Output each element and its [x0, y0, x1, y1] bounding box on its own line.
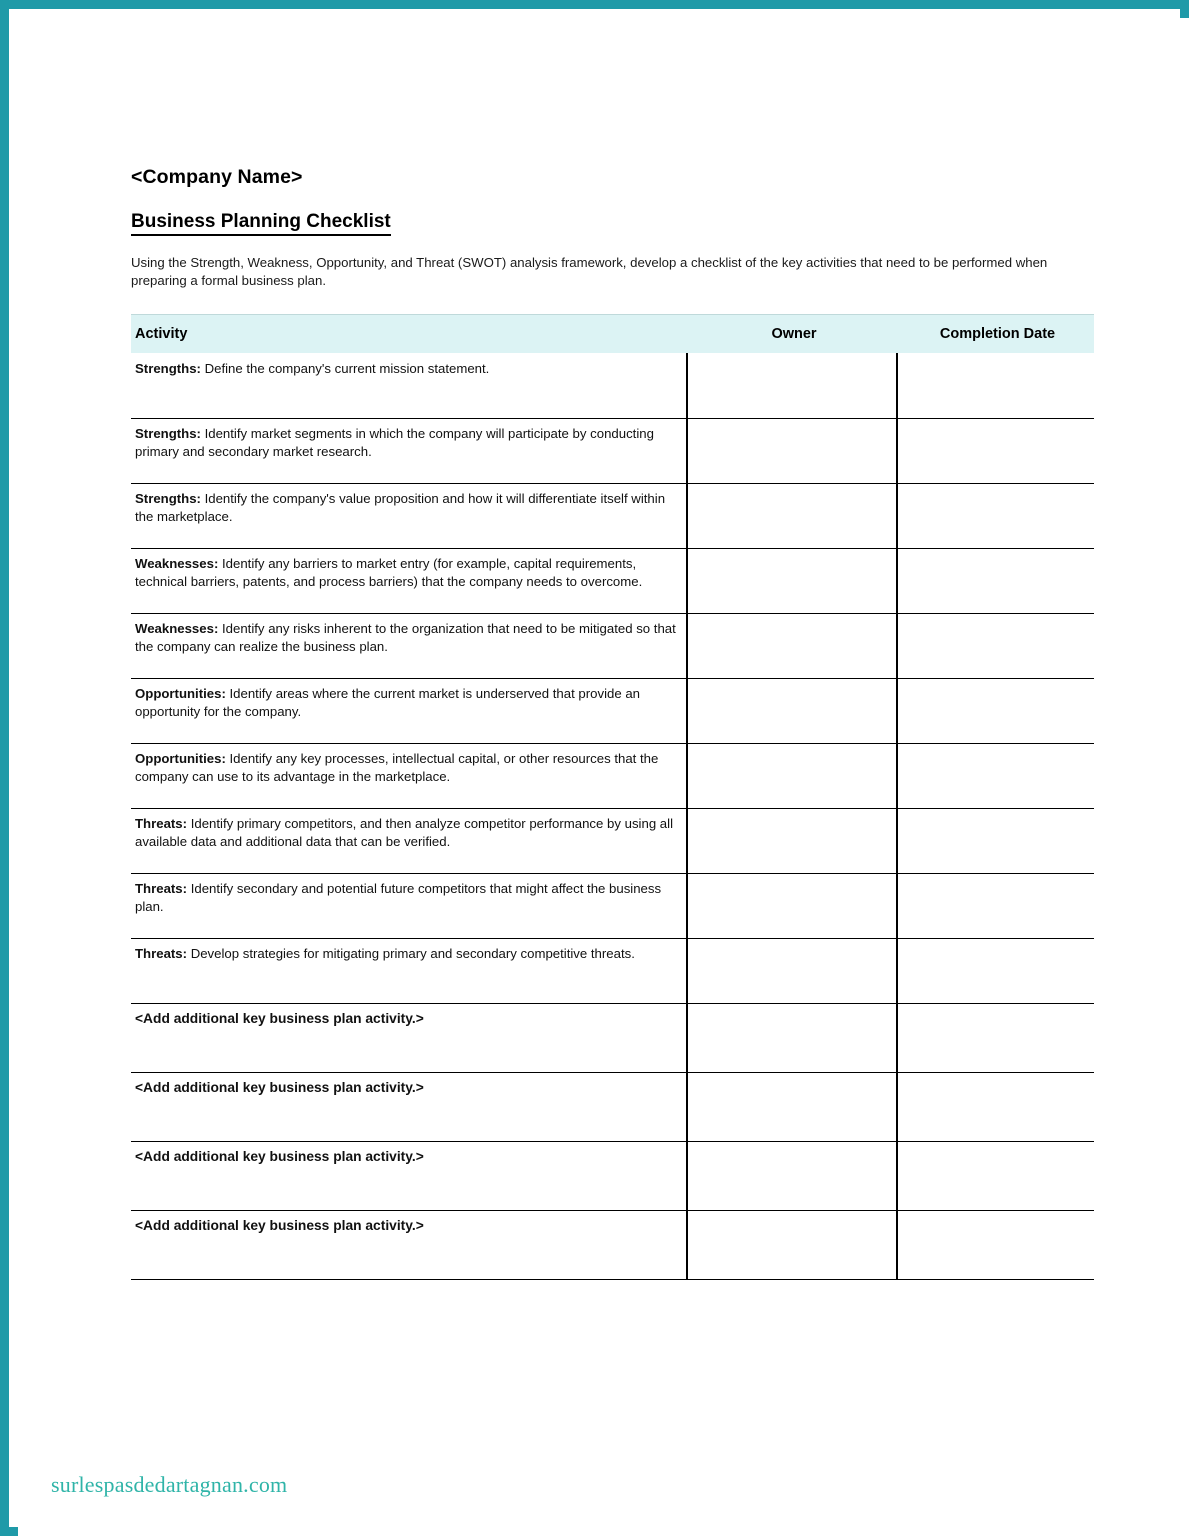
activity-text: Identify any key processes, intellectual capital, or other resources that the company can use to its advantage in the marketplace. — [135, 751, 659, 785]
activity-text: Identify any risks inherent to the organization that need to be mitigated so that the company can realize the business plan. — [135, 621, 676, 655]
activity-text: Identify market segments in which the company will participate by conducting primary and secondary market research. — [135, 426, 654, 460]
cell-activity — [131, 484, 687, 549]
table-row — [131, 939, 1094, 1004]
activity-label: Threats: — [135, 881, 188, 897]
cell-completion-date[interactable] — [897, 679, 1094, 744]
cell-completion-date[interactable] — [897, 419, 1094, 484]
company-name: <Company Name> — [131, 166, 303, 188]
cell-completion-date[interactable] — [897, 549, 1094, 614]
table-row — [131, 484, 1094, 549]
cell-completion-date[interactable] — [897, 354, 1094, 419]
cell-owner[interactable] — [687, 484, 897, 549]
cell-owner[interactable] — [687, 809, 897, 874]
watermark: surlespasdedartagnan.com — [51, 1472, 288, 1497]
activity-label: Strengths: — [135, 426, 201, 442]
table-row — [131, 1211, 1094, 1280]
cell-owner[interactable] — [687, 939, 897, 1004]
cell-owner[interactable] — [687, 549, 897, 614]
cell-completion-date[interactable] — [897, 484, 1094, 549]
activity-label: <Add additional key business plan activity.> — [135, 1011, 424, 1027]
cell-completion-date[interactable] — [897, 1004, 1094, 1073]
activity-label: <Add additional key business plan activity.> — [135, 1218, 424, 1234]
activity-label: Strengths: — [135, 491, 201, 507]
cell-owner[interactable] — [687, 1073, 897, 1142]
table-body — [131, 354, 1094, 1280]
cell-owner[interactable] — [687, 744, 897, 809]
column-header-activity: Activity — [131, 315, 687, 354]
cell-activity — [131, 354, 687, 419]
cell-owner[interactable] — [687, 419, 897, 484]
activity-label: Opportunities: — [135, 751, 226, 767]
table-row — [131, 1073, 1094, 1142]
cell-owner[interactable] — [687, 874, 897, 939]
activity-label: <Add additional key business plan activity.> — [135, 1080, 424, 1096]
cell-activity — [131, 874, 687, 939]
table-row — [131, 679, 1094, 744]
cell-activity — [131, 1211, 687, 1280]
cell-completion-date[interactable] — [897, 1073, 1094, 1142]
activity-label: Weaknesses: — [135, 621, 219, 637]
table-row — [131, 1004, 1094, 1073]
table-row — [131, 1142, 1094, 1211]
activity-label: Threats: — [135, 946, 188, 962]
table-row — [131, 744, 1094, 809]
cell-completion-date[interactable] — [897, 874, 1094, 939]
activity-label: Threats: — [135, 816, 188, 832]
cell-completion-date[interactable] — [897, 744, 1094, 809]
cell-owner[interactable] — [687, 1211, 897, 1280]
table-row — [131, 419, 1094, 484]
activity-label: <Add additional key business plan activity.> — [135, 1149, 424, 1165]
cell-activity — [131, 809, 687, 874]
document-page — [18, 18, 1189, 1536]
table-header-row — [131, 315, 1094, 354]
table-row — [131, 809, 1094, 874]
activity-text: Identify secondary and potential future competitors that might affect the business plan. — [135, 881, 662, 915]
cell-activity — [131, 549, 687, 614]
cell-owner[interactable] — [687, 354, 897, 419]
table-row — [131, 549, 1094, 614]
activity-text: Identify primary competitors, and then analyze competitor performance by using all available data and additional data that can be verified. — [135, 816, 674, 850]
activity-text: Identify areas where the current market is underserved that provide an opportunity for the company. — [135, 686, 641, 720]
cell-activity — [131, 939, 687, 1004]
table-row — [131, 354, 1094, 419]
activity-text: Identify any barriers to market entry (for example, capital requirements, technical barriers, patents, and process barriers) that the company needs to overcome. — [135, 556, 643, 590]
activity-text: Identify the company's value proposition and how it will differentiate itself within the marketplace. — [135, 491, 666, 525]
activity-text: Develop strategies for mitigating primary and secondary competitive threats. — [187, 946, 635, 962]
intro-paragraph: Using the Strength, Weakness, Opportunity, and Threat (SWOT) analysis framework, develop a checklist of the key activities that need to be performed when preparing a formal business plan. — [131, 255, 1048, 289]
cell-completion-date[interactable] — [897, 1142, 1094, 1211]
cell-completion-date[interactable] — [897, 809, 1094, 874]
cell-activity — [131, 679, 687, 744]
cell-completion-date[interactable] — [897, 614, 1094, 679]
cell-owner[interactable] — [687, 1004, 897, 1073]
cell-activity — [131, 1142, 687, 1211]
cell-activity — [131, 614, 687, 679]
table-row — [131, 614, 1094, 679]
cell-owner[interactable] — [687, 679, 897, 744]
cell-owner[interactable] — [687, 1142, 897, 1211]
activity-label: Strengths: — [135, 361, 201, 377]
column-header-completion-date: Completion Date — [897, 315, 1094, 354]
document-body — [131, 166, 1094, 1280]
cell-owner[interactable] — [687, 614, 897, 679]
activity-label: Opportunities: — [135, 686, 226, 702]
activity-text: Define the company's current mission statement. — [200, 361, 490, 377]
cell-completion-date[interactable] — [897, 939, 1094, 1004]
activity-label: Weaknesses: — [135, 556, 219, 572]
page-title: Business Planning Checklist — [131, 211, 391, 236]
cell-activity — [131, 419, 687, 484]
table-row — [131, 874, 1094, 939]
cell-activity — [131, 744, 687, 809]
checklist-table — [131, 314, 1094, 1280]
column-header-owner: Owner — [687, 315, 897, 354]
cell-activity — [131, 1004, 687, 1073]
cell-completion-date[interactable] — [897, 1211, 1094, 1280]
cell-activity — [131, 1073, 687, 1142]
